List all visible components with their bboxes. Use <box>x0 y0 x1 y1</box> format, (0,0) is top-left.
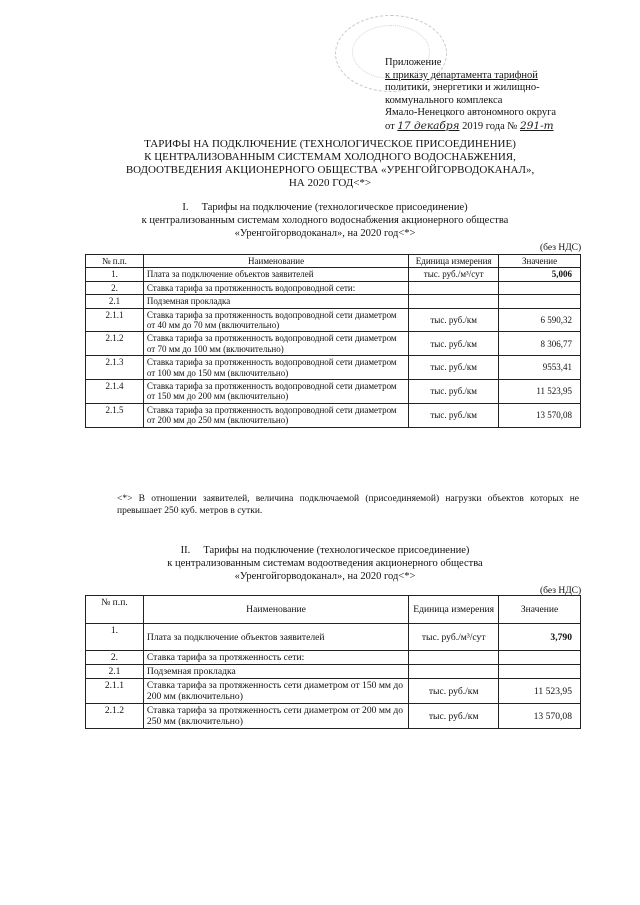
row-unit: тыс. руб./км <box>409 403 499 427</box>
annex-date-handwritten: 17 декабря <box>397 119 460 132</box>
annex-date-line <box>385 120 635 134</box>
table-row <box>86 651 581 665</box>
table-row <box>86 295 581 308</box>
title-line: ВОДООТВЕДЕНИЯ АКЦИОНЕРНОГО ОБЩЕСТВА «УРЕНГОЙГОРВОДОКАНАЛ», <box>125 164 535 176</box>
row-name: Ставка тарифа за протяженность сети: <box>143 651 408 665</box>
section1-tariff-table <box>85 254 581 428</box>
table-row <box>86 268 581 281</box>
row-num: 1. <box>86 624 144 651</box>
row-name: Ставка тарифа за протяженность водопроводной сети диаметром от 100 мм до 150 мм (включительно) <box>143 356 408 380</box>
title-line: К ЦЕНТРАЛИЗОВАННЫМ СИСТЕМАМ ХОЛОДНОГО ВОДОСНАБЖЕНИЯ, <box>144 151 516 163</box>
section1-heading <box>90 202 560 240</box>
section2-heading <box>90 545 560 583</box>
section1-heading-line: к централизованным системам холодного водоснабжения акционерного общества <box>141 214 509 226</box>
section2-vat-note: (без НДС) <box>540 586 582 596</box>
annex-line: коммунального комплекса <box>385 94 503 106</box>
row-name: Ставка тарифа за протяженность сети диаметром от 200 мм до 250 мм (включительно) <box>143 704 408 729</box>
row-num: 2.1 <box>86 295 144 308</box>
table-row <box>86 380 581 404</box>
row-unit: тыс. руб./м³/сут <box>409 624 499 651</box>
table-header-row <box>86 596 581 624</box>
column-header-unit: Единица измерения <box>409 596 499 624</box>
row-value <box>499 665 581 679</box>
row-name: Плата за подключение объектов заявителей <box>143 624 408 651</box>
row-unit <box>409 651 499 665</box>
section2-heading-line: II. Тарифы на подключение (технологическое присоединение) <box>180 545 470 556</box>
column-header-value: Значение <box>499 255 581 268</box>
row-name: Ставка тарифа за протяженность водопроводной сети диаметром от 200 мм до 250 мм (включительно) <box>143 403 408 427</box>
row-name: Подземная прокладка <box>143 665 408 679</box>
row-value <box>499 295 581 308</box>
table-row <box>86 332 581 356</box>
table-row <box>86 308 581 332</box>
row-value <box>499 281 581 294</box>
row-name: Ставка тарифа за протяженность водопроводной сети диаметром от 40 мм до 70 мм (включительно) <box>143 308 408 332</box>
column-header-unit: Единица измерения <box>409 255 499 268</box>
row-num: 2.1.4 <box>86 380 144 404</box>
annex-date-prefix: от <box>385 120 395 132</box>
section2-tariff-table <box>85 595 581 729</box>
row-num: 2.1.2 <box>86 704 144 729</box>
table-row <box>86 679 581 704</box>
row-name: Подземная прокладка <box>143 295 408 308</box>
row-value: 8 306,77 <box>499 332 581 356</box>
footnote: <*> В отношении заявителей, величина подключаемой (присоединяемой) нагрузки объектов которых не превышает 250 куб. метров в сутки. <box>117 494 579 516</box>
row-unit: тыс. руб./км <box>409 356 499 380</box>
row-value: 9553,41 <box>499 356 581 380</box>
section1-heading-line: I. Тарифы на подключение (технологическое присоединение) <box>182 202 468 213</box>
row-num: 1. <box>86 268 144 281</box>
table-row <box>86 624 581 651</box>
row-value: 11 523,95 <box>499 679 581 704</box>
row-unit <box>409 281 499 294</box>
row-num: 2.1.1 <box>86 679 144 704</box>
row-value: 13 570,08 <box>499 403 581 427</box>
column-header-name: Наименование <box>143 596 408 624</box>
row-unit: тыс. руб./км <box>409 308 499 332</box>
row-name: Ставка тарифа за протяженность водопроводной сети: <box>143 281 408 294</box>
row-unit: тыс. руб./км <box>409 332 499 356</box>
row-unit <box>409 295 499 308</box>
row-name: Плата за подключение объектов заявителей <box>143 268 408 281</box>
row-unit <box>409 665 499 679</box>
annex-line: Ямало-Ненецкого автономного округа <box>385 107 557 119</box>
row-value: 6 590,32 <box>499 308 581 332</box>
table-row <box>86 356 581 380</box>
title-line: ТАРИФЫ НА ПОДКЛЮЧЕНИЕ (ТЕХНОЛОГИЧЕСКОЕ ПРИСОЕДИНЕНИЕ) <box>144 138 516 150</box>
column-header-num: № п.п. <box>86 596 144 624</box>
row-name: Ставка тарифа за протяженность сети диаметром от 150 мм до 200 мм (включительно) <box>143 679 408 704</box>
annex-order-number: 291-т <box>520 119 554 132</box>
row-num: 2.1.2 <box>86 332 144 356</box>
table-row <box>86 704 581 729</box>
column-header-value: Значение <box>499 596 581 624</box>
row-unit: тыс. руб./м³/сут <box>409 268 499 281</box>
section1-vat-note: (без НДС) <box>540 243 582 253</box>
column-header-num: № п.п. <box>86 255 144 268</box>
row-value: 11 523,95 <box>499 380 581 404</box>
document-title <box>100 138 560 190</box>
annex-line: политики, энергетики и жилищно- <box>385 82 540 94</box>
row-name: Ставка тарифа за протяженность водопроводной сети диаметром от 150 мм до 200 мм (включительно) <box>143 380 408 404</box>
table-row <box>86 665 581 679</box>
row-name: Ставка тарифа за протяженность водопроводной сети диаметром от 70 мм до 100 мм (включительно) <box>143 332 408 356</box>
annex-date-year: 2019 года № <box>462 120 518 132</box>
row-value <box>499 651 581 665</box>
annex-line: к приказу департамента тарифной <box>385 69 538 81</box>
column-header-name: Наименование <box>143 255 408 268</box>
table-row <box>86 403 581 427</box>
row-num: 2.1.1 <box>86 308 144 332</box>
row-value: 5,006 <box>499 268 581 281</box>
row-num: 2. <box>86 281 144 294</box>
row-unit: тыс. руб./км <box>409 380 499 404</box>
row-value: 13 570,08 <box>499 704 581 729</box>
row-unit: тыс. руб./км <box>409 679 499 704</box>
row-unit: тыс. руб./км <box>409 704 499 729</box>
annex-line: Приложение <box>385 57 442 68</box>
title-line: НА 2020 ГОД<*> <box>288 177 372 189</box>
row-value: 3,790 <box>499 624 581 651</box>
table-header-row <box>86 255 581 268</box>
row-num: 2.1 <box>86 665 144 679</box>
row-num: 2. <box>86 651 144 665</box>
row-num: 2.1.5 <box>86 403 144 427</box>
section2-heading-line: к централизованным системам водоотведения акционерного общества <box>167 557 483 569</box>
annex-header <box>385 57 635 134</box>
section2-heading-line: «Уренгойгорводоканал», на 2020 год<*> <box>234 570 416 582</box>
section1-heading-line: «Уренгойгорводоканал», на 2020 год<*> <box>234 227 416 239</box>
table-row <box>86 281 581 294</box>
row-num: 2.1.3 <box>86 356 144 380</box>
